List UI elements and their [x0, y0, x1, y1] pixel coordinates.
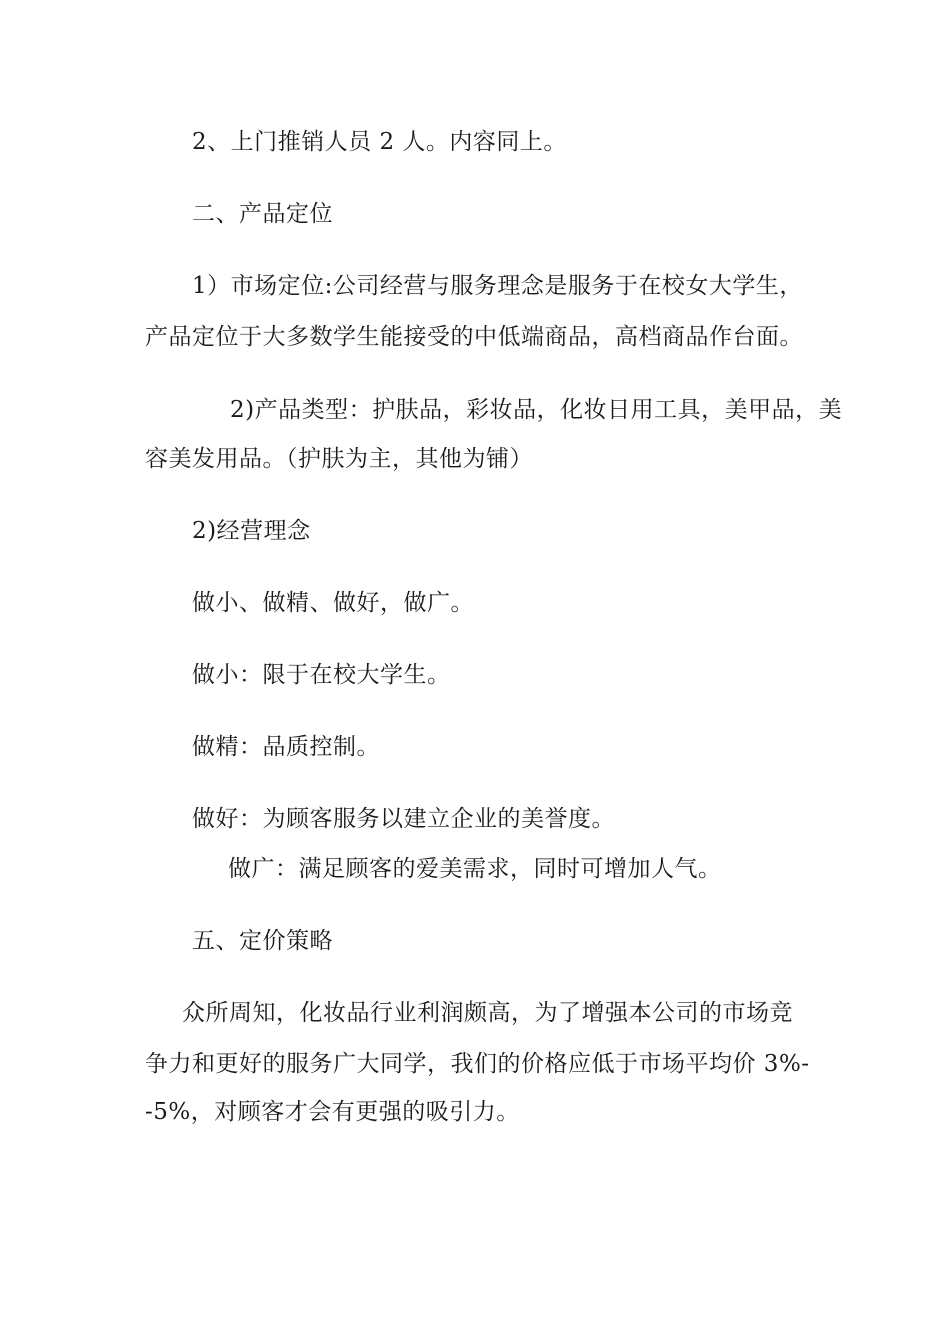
- text-line-product-types: 2)产品类型：护肤品，彩妆品，化妆日用工具，美甲品，美: [230, 397, 843, 423]
- text-line-pricing-cont: 争力和更好的服务广大同学，我们的价格应低于市场平均价 3%-: [145, 1051, 810, 1077]
- subheading-business-philosophy: 2)经营理念: [192, 518, 311, 544]
- text-line-do-fine: 做精：品质控制。: [192, 734, 380, 760]
- text-line-do-wide: 做广：满足顾客的爱美需求，同时可增加人气。: [228, 856, 722, 882]
- section-heading-pricing-strategy: 五、定价策略: [192, 928, 333, 954]
- section-heading-product-positioning: 二、产品定位: [192, 201, 333, 227]
- text-line-market-positioning-cont: 产品定位于大多数学生能接受的中低端商品，高档商品作台面。: [145, 324, 803, 350]
- text-line-staff: 2、上门推销人员 2 人。内容同上。: [192, 129, 567, 155]
- text-line-market-positioning: 1）市场定位:公司经营与服务理念是服务于在校女大学生，: [192, 273, 803, 299]
- text-line-do-small: 做小：限于在校大学生。: [192, 662, 451, 688]
- text-line-pricing: 众所周知，化妆品行业利润颇高，为了增强本公司的市场竞: [182, 1000, 793, 1026]
- text-line-product-types-cont: 容美发用品。（护肤为主，其他为铺）: [145, 446, 533, 472]
- text-line-do-well: 做好：为顾客服务以建立企业的美誉度。: [192, 806, 615, 832]
- text-line-philosophy-summary: 做小、做精、做好，做广。: [192, 590, 474, 616]
- text-line-pricing-end: -5%，对顾客才会有更强的吸引力。: [145, 1099, 520, 1125]
